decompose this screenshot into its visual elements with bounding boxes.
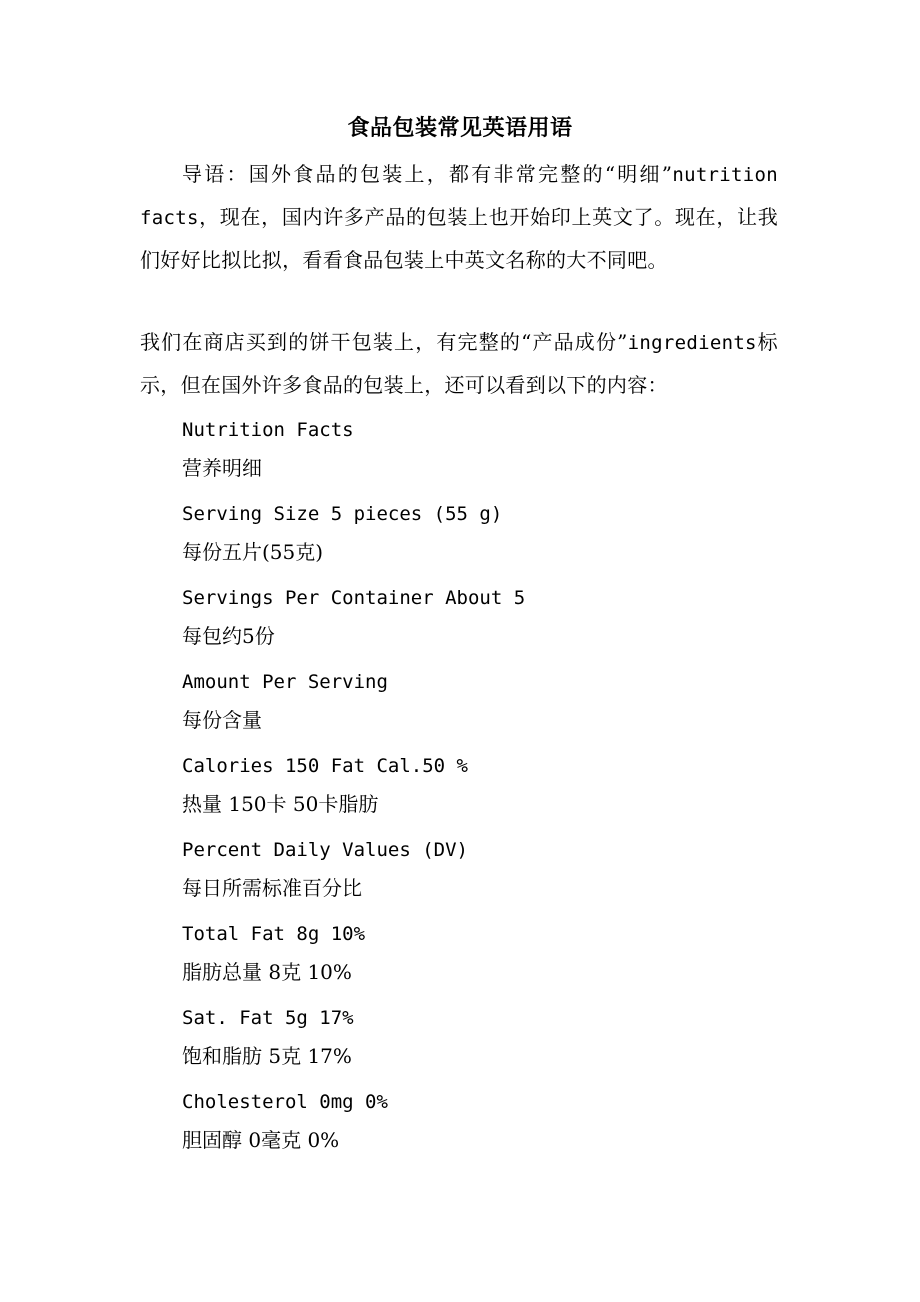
english-term: Sat. Fat 5g 17% — [182, 1007, 354, 1029]
english-term: Total Fat 8g 10% — [182, 923, 366, 945]
list-item — [182, 1082, 782, 1166]
english-term: Calories 150 Fat Cal.50 % — [182, 755, 468, 777]
english-term: Cholesterol 0mg 0% — [182, 1091, 388, 1113]
list-item — [182, 578, 782, 662]
document-title: 食品包装常见英语用语 — [347, 115, 573, 141]
paragraph2-text-before: 我们在商店买到的饼干包装上，有完整的“产品成份” — [140, 330, 628, 354]
list-item — [182, 662, 782, 746]
intro-paragraph — [140, 153, 778, 281]
english-term: Amount Per Serving — [182, 671, 388, 693]
chinese-term: 脂肪总量 8克 10% — [182, 960, 352, 984]
list-item — [182, 410, 782, 494]
paragraph2-text-after: 标示，但在国外许多食品的包装上，还可以看到以下的内容： — [140, 330, 778, 397]
intro-text-after: ，现在，国内许多产品的包装上也开始印上英文了。现在，让我们好好比拟比拟，看看食品包装上中英文名称的大不同吧。 — [140, 205, 778, 272]
chinese-term: 每份含量 — [182, 708, 262, 732]
chinese-term: 每份五片(55克) — [182, 540, 324, 564]
chinese-term: 每包约5份 — [182, 624, 275, 648]
chinese-term: 饱和脂肪 5克 17% — [182, 1044, 352, 1068]
chinese-term: 每日所需标准百分比 — [182, 876, 362, 900]
intro-term: nutrition facts — [140, 164, 778, 229]
english-term: Nutrition Facts — [182, 419, 354, 441]
list-item — [182, 830, 782, 914]
intro-text-before: 导语：国外食品的包装上，都有非常完整的“明细” — [182, 162, 673, 186]
ingredients-paragraph — [140, 321, 778, 406]
chinese-term: 营养明细 — [182, 456, 262, 480]
list-item — [182, 494, 782, 578]
chinese-term: 胆固醇 0毫克 0% — [182, 1128, 340, 1152]
list-item — [182, 746, 782, 830]
english-term: Servings Per Container About 5 — [182, 587, 526, 609]
english-term: Percent Daily Values (DV) — [182, 839, 468, 861]
list-item — [182, 914, 782, 998]
paragraph2-term: ingredients — [627, 332, 757, 354]
list-item — [182, 998, 782, 1082]
chinese-term: 热量 150卡 50卡脂肪 — [182, 792, 379, 816]
nutrition-term-list — [182, 410, 782, 1166]
english-term: Serving Size 5 pieces (55 g) — [182, 503, 503, 525]
